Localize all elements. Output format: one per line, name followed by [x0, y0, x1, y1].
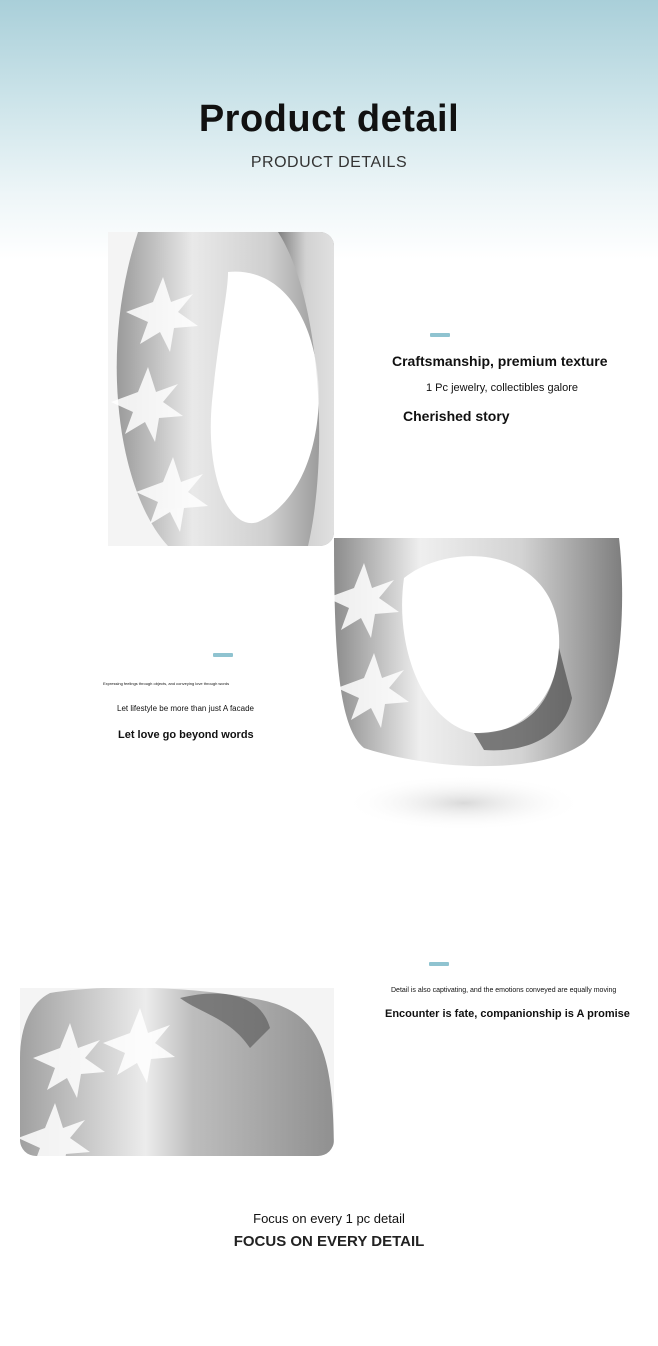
- accent-dash-2: [213, 653, 233, 657]
- section1-heading: Craftsmanship, premium texture: [392, 353, 608, 369]
- earring-image-1: [108, 232, 334, 546]
- page-subtitle: PRODUCT DETAILS: [250, 154, 408, 171]
- section3-line1: Detail is also captivating, and the emotions conveyed are equally moving: [391, 987, 617, 994]
- section2-line2: Let love go beyond words: [118, 729, 254, 741]
- section1-line1: 1 Pc jewelry, collectibles galore: [426, 382, 579, 394]
- section1-line2: Cherished story: [403, 408, 510, 424]
- footer-subtitle: FOCUS ON EVERY DETAIL: [233, 1233, 425, 1250]
- accent-dash-3: [429, 962, 449, 966]
- section3-line2: Encounter is fate, companionship is A promise: [385, 1008, 630, 1020]
- earring-image-3: [20, 988, 334, 1156]
- section2-tiny: Expressing feelings through objects, and conveying love through words: [103, 681, 230, 686]
- footer-title: Focus on every 1 pc detail: [253, 1211, 405, 1226]
- accent-dash-1: [430, 333, 450, 337]
- page-title: Product detail: [198, 98, 460, 140]
- earring-image-2: [334, 538, 624, 838]
- section2-line1: Let lifestyle be more than just A facade: [117, 704, 254, 713]
